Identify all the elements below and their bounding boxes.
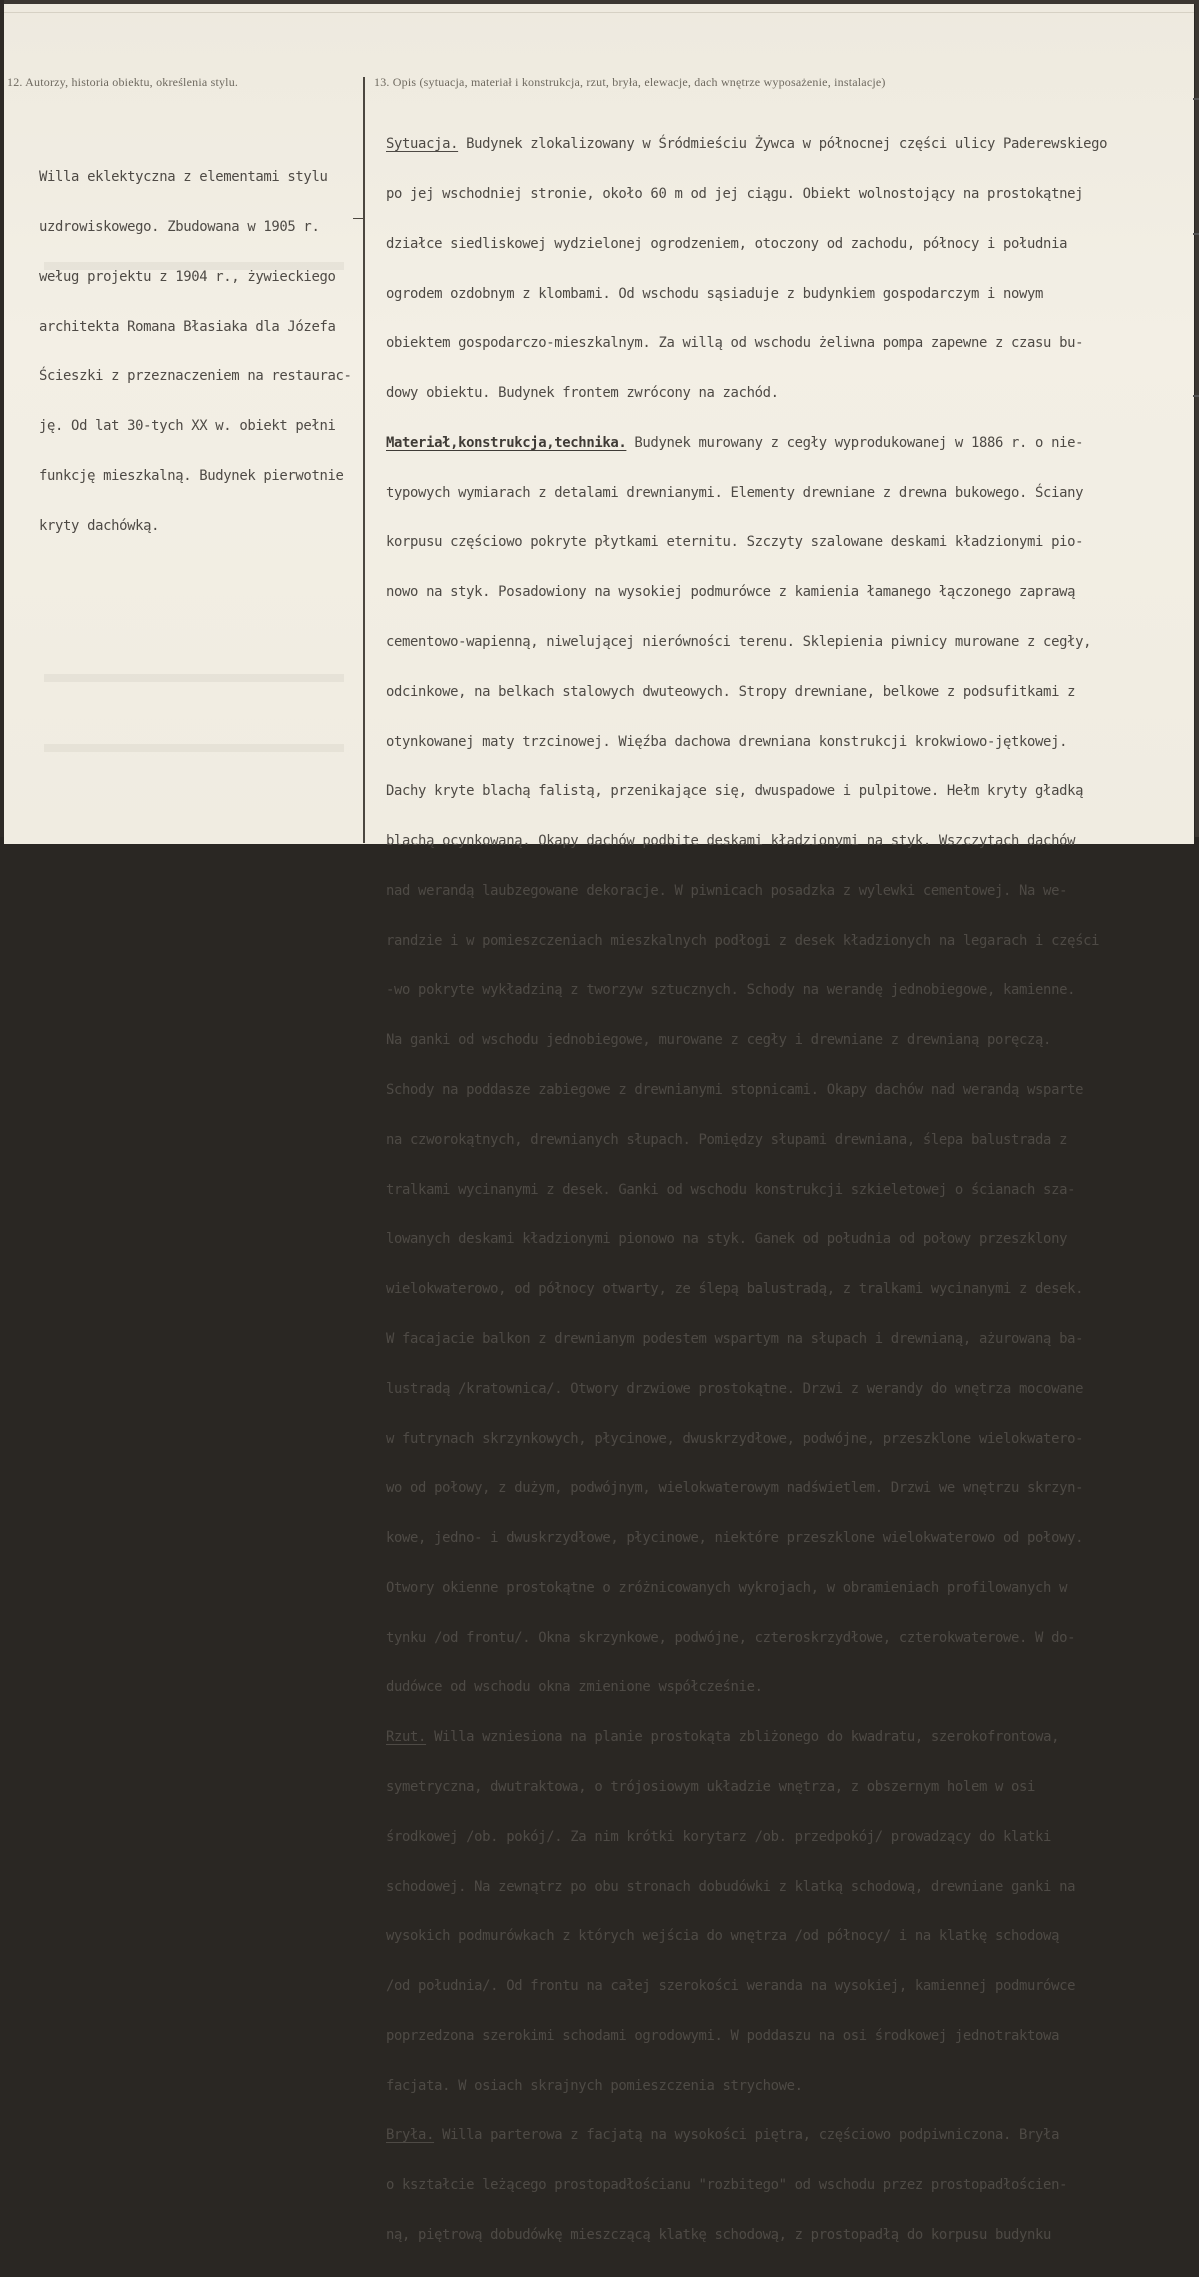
top-rule	[4, 12, 1194, 13]
text-line: o kształcie leżącego prostopadłościanu "rozbitego" od wschodu przez prostopadłościen-	[386, 2177, 1068, 2194]
scan-edge-top	[0, 0, 1199, 4]
text-line: poprzedzona szerokimi schodami ogrodowymi. W poddaszu na osi środkowej jednotraktowa	[386, 2027, 1060, 2044]
text-line: lustradą /kratownica/. Otwory drzwiowe prostokątne. Drzwi z werandy do wnętrza mocowane	[386, 1380, 1084, 1397]
scan-edge-right	[1195, 0, 1199, 837]
edge-mark	[1193, 233, 1199, 235]
text-line: funkcję mieszkalną. Budynek pierwotnie	[39, 467, 344, 484]
faint-bleedthrough	[44, 674, 344, 682]
line-text: Budynek zlokalizowany w Śródmieściu Żywca w północnej części ulicy Paderewskiego	[458, 136, 1108, 153]
text-line: odcinkowe, na belkach stalowych dwuteowych. Stropy drewniane, belkowe z podsufitkami z	[386, 683, 1076, 700]
text-line: wielokwaterowo, od północy otwarty, ze ślepą balustradą, z tralkami wycinanymi z desek.	[386, 1281, 1084, 1298]
text-line: Ścieszki z przeznaczeniem na restaurac-	[39, 368, 352, 385]
text-line: Dachy kryte blachą falistą, przenikające się, dwuspadowe i pulpitowe. Hełm kryty gładką	[386, 783, 1084, 800]
text-line: kowe, jedno- i dwuskrzydłowe, płycinowe, niektóre przeszklone wielokwaterowo od połowy.	[386, 1530, 1084, 1547]
text-line: facjata. W osiach skrajnych pomieszczenia strychowe.	[386, 2077, 803, 2094]
text-line: po jej wschodniej stronie, około 60 m od jej ciągu. Obiekt wolnostojący na prostokątnej	[386, 185, 1084, 202]
text-line: tynku /od frontu/. Okna skrzynkowe, podwójne, czteroskrzydłowe, czterokwaterowe. W do-	[386, 1629, 1076, 1646]
document-sheet	[4, 4, 1194, 2243]
text-line: ogrodem ozdobnym z klombami. Od wschodu sąsiaduje z budynkiem gospodarczym i nowym	[386, 285, 1044, 302]
text-line: dowy obiektu. Budynek frontem zwrócony na zachód.	[386, 385, 779, 402]
text-line: tralkami wycinanymi z desek. Ganki od wschodu konstrukcji szkieletowej o ścianach sza-	[386, 1181, 1076, 1198]
text-line: schodowej. Na zewnątrz po obu stronach dobudówki z klatką schodową, drewniane ganki na	[386, 1878, 1076, 1895]
text-line	[386, 2127, 1107, 2144]
text-line	[386, 435, 1107, 452]
text-line: uzdrowiskowego. Zbudowana w 1905 r.	[39, 218, 320, 235]
text-line: na czworokątnych, drewnianych słupach. Pomiędzy słupami drewniana, ślepa balustrada z	[386, 1131, 1068, 1148]
line-text: Willa parterowa z facjatą na wysokości piętra, częściowo podpiwniczona. Bryła	[434, 2127, 1060, 2144]
text-line: weług projektu z 1904 r., żywieckiego	[39, 268, 336, 285]
text-line: wo od połowy, z dużym, podwójnym, wielokwaterowym nadświetlem. Drzwi we wnętrzu skrzyn-	[386, 1480, 1084, 1497]
text-line: -wo pokryte wykładziną z tworzyw sztucznych. Schody na werandę jednobiegowe, kamienne.	[386, 982, 1076, 999]
text-line: dudówce od wschodu okna zmienione współcześnie.	[386, 1679, 763, 1696]
edge-mark	[1193, 395, 1199, 397]
text-line: W facajacie balkon z drewnianym podestem wspartym na słupach i drewnianą, ażurowaną ba-	[386, 1330, 1084, 1347]
heading-rzut: Rzut.	[386, 1729, 427, 1746]
text-line: nowo na styk. Posadowiony na wysokiej podmurówce z kamienia łamanego łączonego zaprawą	[386, 584, 1076, 601]
text-line: środkowej /ob. pokój/. Za nim krótki korytarz /ob. przedpokój/ prowadzący do klatki	[386, 1828, 1052, 1845]
text-line	[386, 136, 1107, 153]
edge-mark	[1193, 98, 1199, 100]
line-text: Willa wzniesiona na planie prostokąta zbliżonego do kwadratu, szerokofrontowa,	[426, 1729, 1060, 1746]
section-13-body	[386, 103, 1107, 2277]
scan-edge-left	[0, 0, 4, 837]
section-13-label: 13. Opis (sytuacja, materiał i konstrukcja, rzut, bryła, elewacje, dach wnętrze wyposażenie, instalacje)	[374, 75, 886, 89]
text-line: obiektem gospodarczo-mieszkalnym. Za willą od wschodu żeliwna pompa zapewne z czasu bu-	[386, 335, 1084, 352]
text-line: ną, piętrową dobudówkę mieszczącą klatkę schodową, z prostopadłą do korpusu budynku	[386, 2227, 1052, 2243]
heading-bryla: Bryła.	[386, 2127, 435, 2144]
line-text: Budynek murowany z cegły wyprodukowanej w 1886 r. o nie-	[626, 434, 1084, 451]
text-line: cementowo-wapienną, niwelującej nierówności terenu. Sklepienia piwnicy murowane z cegły,	[386, 634, 1092, 650]
text-line: lowanych deskami kładzionymi pionowo na styk. Ganek od południa od połowy przeszklony	[386, 1231, 1068, 1248]
text-line: kryty dachówką.	[39, 517, 160, 534]
section-12-body	[39, 136, 352, 567]
text-line: /od południa/. Od frontu na całej szerokości weranda na wysokiej, kamiennej podmurówce	[386, 1978, 1076, 1995]
text-line: blachą ocynkowaną. Okapy dachów podbite deskami kładzionymi na styk. Wszczytach dachów	[386, 833, 1076, 850]
text-line: Schody na poddasze zabiegowe z drewnianymi stopnicami. Okapy dachów nad werandą wsparte	[386, 1082, 1084, 1099]
text-line: otynkowanej maty trzcinowej. Więźba dachowa drewniana konstrukcji krokwiowo-jętkowej.	[386, 733, 1068, 750]
text-line: w futrynach skrzynkowych, płycinowe, dwuskrzydłowe, podwójne, przeszklone wielokwatero-	[386, 1430, 1084, 1447]
divider-tick	[353, 218, 365, 219]
text-line: działce siedliskowej wydzielonej ogrodzeniem, otoczony od zachodu, północy i południa	[386, 235, 1068, 252]
text-line: symetryczna, dwutraktowa, o trójosiowym układzie wnętrza, z obszernym holem w osi	[386, 1778, 1036, 1795]
text-line: architekta Romana Błasiaka dla Józefa	[39, 318, 336, 335]
text-line: nad werandą laubzegowane dekoracje. W piwnicach posadzka z wylewki cementowej. Na we-	[386, 882, 1068, 899]
text-line: Na ganki od wschodu jednobiegowe, murowane z cegły i drewniane z drewnianą poręczą.	[386, 1032, 1052, 1049]
text-line: Otwory okienne prostokątne o zróżnicowanych wykrojach, w obramieniach profilowanych w	[386, 1579, 1068, 1596]
text-line: Willa eklektyczna z elementami stylu	[39, 169, 328, 186]
text-line: ję. Od lat 30-tych XX w. obiekt pełni	[39, 418, 336, 435]
text-line: typowych wymiarach z detalami drewnianymi. Elementy drewniane z drewna bukowego. Ściany	[386, 484, 1084, 501]
faint-bleedthrough	[44, 744, 344, 752]
heading-sytuacja: Sytuacja.	[386, 136, 459, 153]
text-line: wysokich podmurówkach z których wejścia do wnętrza /od północy/ i na klatkę schodową	[386, 1928, 1060, 1945]
text-line: randzie i w pomieszczeniach mieszkalnych podłogi z desek kładzionych na legarach i części	[386, 932, 1100, 949]
heading-material: Materiał,konstrukcja,technika.	[386, 434, 627, 451]
text-line: korpusu częściowo pokryte płytkami eternitu. Szczyty szalowane deskami kładzionymi pio-	[386, 534, 1084, 551]
section-12-label: 12. Autorzy, historia obiektu, określenia stylu.	[7, 75, 239, 89]
text-line	[386, 1729, 1107, 1746]
column-divider	[363, 77, 365, 843]
